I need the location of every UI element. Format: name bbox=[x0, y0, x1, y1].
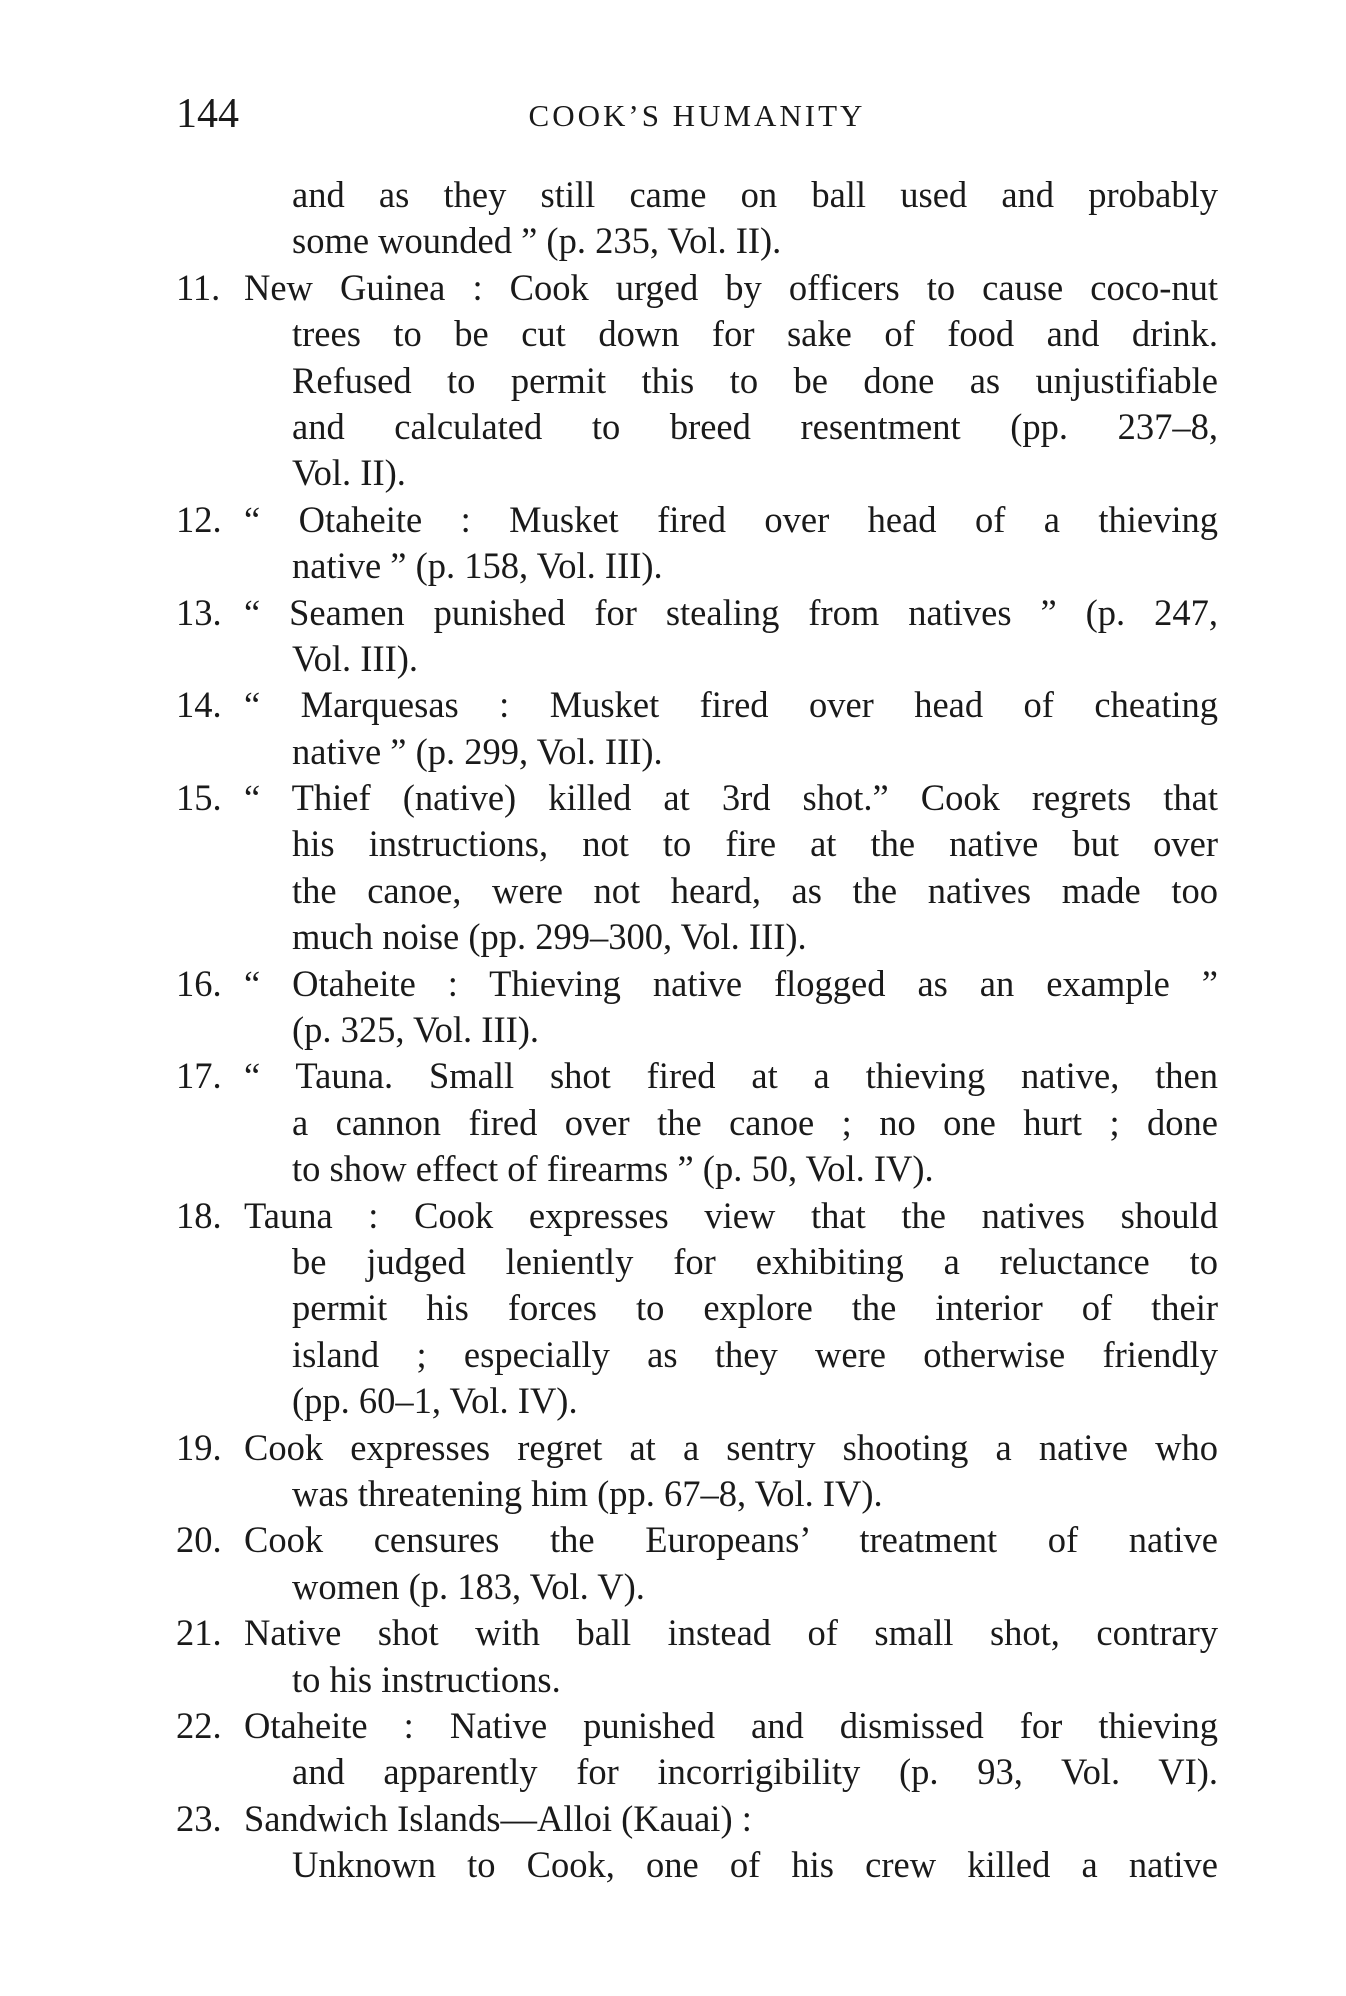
item-number: 17. bbox=[176, 1055, 222, 1097]
line-text: (pp. 60–1, Vol. IV). bbox=[292, 1380, 578, 1422]
text-line bbox=[176, 914, 1218, 960]
text-line bbox=[176, 775, 1218, 821]
line-text: his instructions, not to fire at the native but over bbox=[292, 823, 1218, 865]
text-line bbox=[176, 1703, 1218, 1749]
line-text: the canoe, were not heard, as the natives made too bbox=[292, 869, 1218, 911]
text-line bbox=[176, 218, 1218, 264]
text-line bbox=[176, 1053, 1218, 1099]
line-text: “ Otaheite : Thieving native flogged as an example ” bbox=[244, 962, 1218, 1004]
text-line bbox=[176, 1610, 1218, 1656]
text-line bbox=[176, 265, 1218, 311]
text-line bbox=[176, 1193, 1218, 1239]
item-number: 21. bbox=[176, 1612, 222, 1654]
text-line bbox=[176, 172, 1218, 218]
line-text: Unknown to Cook, one of his crew killed a native bbox=[292, 1844, 1218, 1886]
line-text: Otaheite : Native punished and dismissed for thieving bbox=[244, 1704, 1218, 1746]
item-number: 15. bbox=[176, 777, 222, 819]
text-line bbox=[176, 1517, 1218, 1563]
line-text: “ Seamen punished for stealing from natives ” (p. 247, bbox=[244, 591, 1218, 633]
text-line bbox=[176, 1100, 1218, 1146]
line-text: Sandwich Islands—Alloi (Kauai) : bbox=[244, 1797, 752, 1839]
text-line bbox=[176, 1007, 1218, 1053]
text-line bbox=[176, 450, 1218, 496]
line-text: and calculated to breed resentment (pp. 237–8, bbox=[292, 405, 1218, 447]
line-text: a cannon fired over the canoe ; no one hurt ; done bbox=[292, 1101, 1218, 1143]
text-line bbox=[176, 543, 1218, 589]
line-text: Cook censures the Europeans’ treatment of native bbox=[244, 1519, 1218, 1561]
page-header bbox=[176, 88, 1218, 148]
item-number: 13. bbox=[176, 591, 222, 633]
item-number: 14. bbox=[176, 684, 222, 726]
line-text: New Guinea : Cook urged by officers to cause coco-nut bbox=[244, 266, 1218, 308]
line-text: women (p. 183, Vol. V). bbox=[292, 1565, 645, 1607]
text-line bbox=[176, 311, 1218, 357]
line-text: “ Tauna. Small shot fired at a thieving native, then bbox=[244, 1055, 1218, 1097]
item-number: 11. bbox=[176, 266, 221, 308]
line-text: was threatening him (pp. 67–8, Vol. IV). bbox=[292, 1472, 883, 1514]
line-text: and as they still came on ball used and probably bbox=[292, 174, 1218, 215]
text-line bbox=[176, 1657, 1218, 1703]
line-text: permit his forces to explore the interior of their bbox=[292, 1287, 1218, 1329]
item-number: 20. bbox=[176, 1519, 222, 1561]
line-text: and apparently for incorrigibility (p. 93, Vol. VI). bbox=[292, 1751, 1218, 1793]
line-text: some wounded ” (p. 235, Vol. II). bbox=[292, 220, 782, 262]
text-line bbox=[176, 1146, 1218, 1192]
text-line bbox=[176, 1285, 1218, 1331]
line-text: to his instructions. bbox=[292, 1658, 561, 1700]
page-body bbox=[176, 172, 1218, 1888]
item-number: 16. bbox=[176, 962, 222, 1004]
text-line bbox=[176, 868, 1218, 914]
line-text: “ Otaheite : Musket fired over head of a thieving bbox=[244, 498, 1218, 540]
line-text: native ” (p. 299, Vol. III). bbox=[292, 730, 663, 772]
text-line bbox=[176, 961, 1218, 1007]
line-text: Refused to permit this to be done as unjustifiable bbox=[292, 359, 1218, 401]
line-text: island ; especially as they were otherwise friendly bbox=[292, 1333, 1218, 1375]
text-line bbox=[176, 682, 1218, 728]
text-line bbox=[176, 358, 1218, 404]
text-line bbox=[176, 1378, 1218, 1424]
item-number: 23. bbox=[176, 1797, 222, 1839]
text-line bbox=[176, 497, 1218, 543]
line-text: Native shot with ball instead of small shot, contrary bbox=[244, 1612, 1218, 1654]
text-line bbox=[176, 1842, 1218, 1888]
text-line bbox=[176, 590, 1218, 636]
line-text: (p. 325, Vol. III). bbox=[292, 1009, 540, 1051]
text-line bbox=[176, 1239, 1218, 1285]
text-line bbox=[176, 1332, 1218, 1378]
item-number: 19. bbox=[176, 1426, 222, 1468]
item-number: 22. bbox=[176, 1704, 222, 1746]
text-line bbox=[176, 1471, 1218, 1517]
line-text: “ Thief (native) killed at 3rd shot.” Cook regrets that bbox=[244, 777, 1218, 819]
line-text: trees to be cut down for sake of food and drink. bbox=[292, 313, 1218, 355]
text-line bbox=[176, 729, 1218, 775]
text-line bbox=[176, 821, 1218, 867]
text-line bbox=[176, 1749, 1218, 1795]
page-number: 144 bbox=[176, 91, 239, 137]
running-title: COOK’S HUMANITY bbox=[528, 98, 866, 133]
text-line bbox=[176, 636, 1218, 682]
item-number: 12. bbox=[176, 498, 222, 540]
line-text: native ” (p. 158, Vol. III). bbox=[292, 545, 663, 587]
line-text: Cook expresses regret at a sentry shooting a native who bbox=[244, 1426, 1218, 1468]
line-text: be judged leniently for exhibiting a reluctance to bbox=[292, 1240, 1218, 1282]
text-line bbox=[176, 1796, 1218, 1842]
line-text: “ Marquesas : Musket fired over head of cheating bbox=[244, 684, 1218, 726]
line-text: Tauna : Cook expresses view that the natives should bbox=[244, 1194, 1218, 1236]
line-text: Vol. III). bbox=[292, 637, 419, 679]
text-line bbox=[176, 404, 1218, 450]
line-text: to show effect of firearms ” (p. 50, Vol. IV). bbox=[292, 1148, 934, 1190]
item-number: 18. bbox=[176, 1194, 222, 1236]
line-text: Vol. II). bbox=[292, 452, 406, 494]
text-line bbox=[176, 1425, 1218, 1471]
text-line bbox=[176, 1564, 1218, 1610]
line-text: much noise (pp. 299–300, Vol. III). bbox=[292, 916, 807, 958]
